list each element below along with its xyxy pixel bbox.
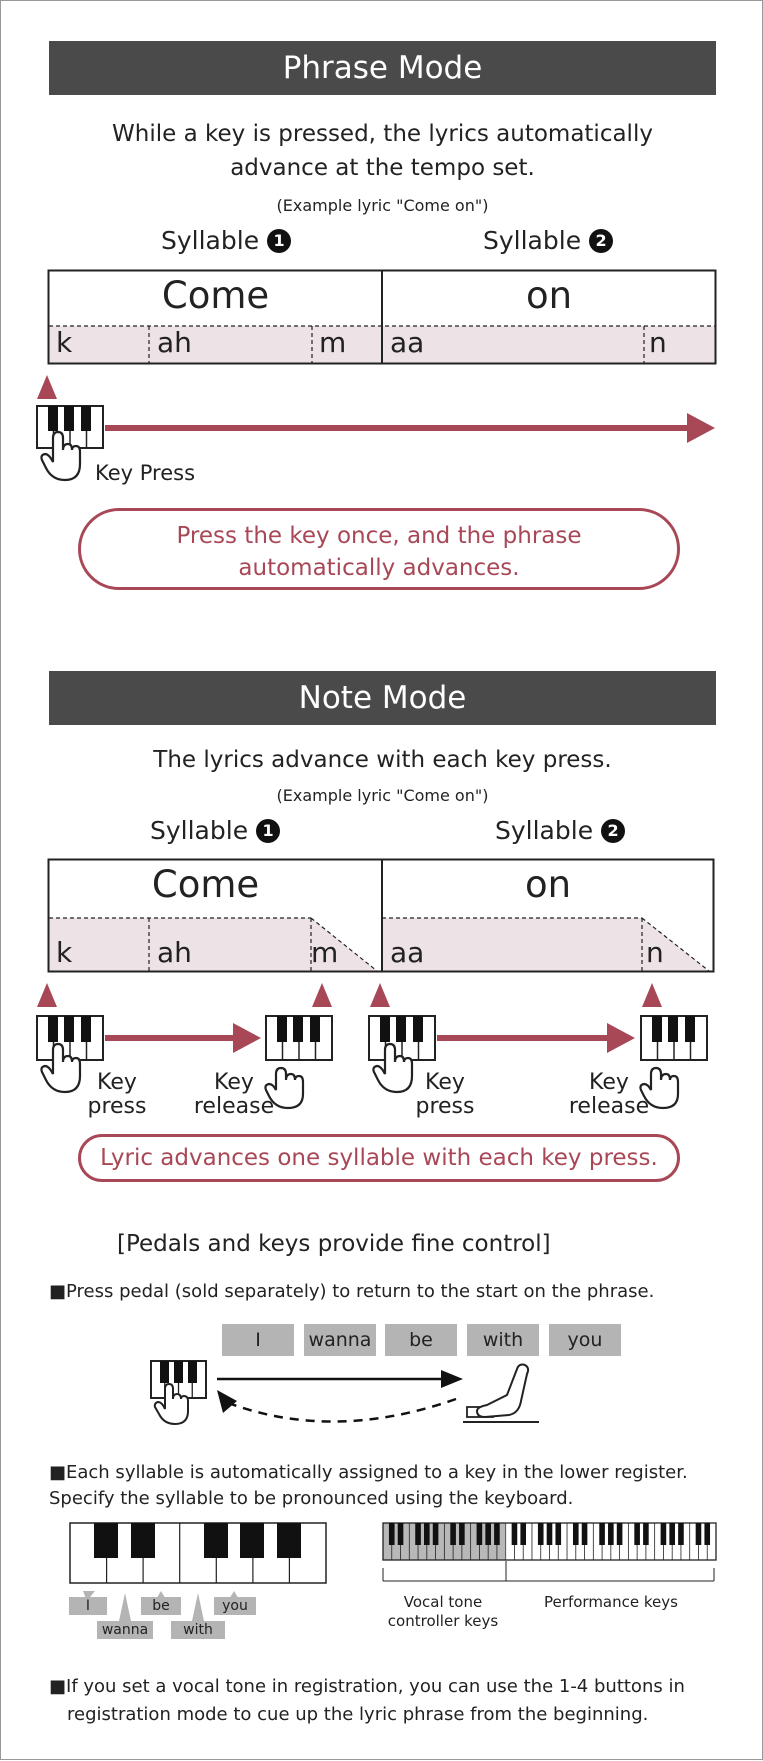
note-callout: Lyric advances one syllable with each key press. [78,1134,680,1182]
bullet-syllable-keys-line1: ■Each syllable is automatically assigned to a key in the lower register. [49,1462,688,1483]
phonemes-k: k [56,936,73,969]
phonemes-m: m [311,936,339,969]
control-heading: [Pedals and keys provide fine control] [117,1231,551,1257]
key-release-label-2: Key release [568,1070,650,1119]
syllable-label: Syllable [483,226,582,255]
phonemes-n: n [649,326,667,359]
tag-be: be [141,1597,181,1615]
word-box-i: I [222,1324,294,1356]
note-mode-title: Note Mode [49,671,716,725]
bullet-registration-line1: ■If you set a vocal tone in registration, you can use the 1-4 buttons in [49,1676,685,1697]
key-press-label: Key Press [95,461,196,485]
phonemes-n: n [646,936,664,969]
phrase-callout-line1: Press the key once, and the phrase [176,523,582,549]
word-box-with: with [467,1324,539,1356]
phrase-word-come: Come [161,274,270,317]
note-example: (Example lyric "Come on") [276,786,489,805]
key-press-label-1: Key press [87,1070,147,1119]
phrase-callout-line2: automatically advances. [238,555,520,581]
note-intro: The lyrics advance with each key press. [153,747,612,773]
phonemes-aa: aa [390,326,425,359]
bullet-syllable-keys-line2: Specify the syllable to be pronounced using the keyboard. [49,1488,574,1509]
note-word-on: on [524,863,572,906]
syllable-number-1: 1 [256,819,280,843]
word-box-be: be [385,1324,457,1356]
phrase-intro-line2: advance at the tempo set. [230,155,535,181]
phrase-word-on: on [525,274,573,317]
keyboard-diagrams [1,1,763,1761]
syllable-number-2: 2 [589,229,613,253]
phonemes-k: k [56,326,73,359]
word-box-you: you [549,1324,621,1356]
bullet-pedal: ■Press pedal (sold separately) to return to the start on the phrase. [49,1281,655,1302]
syllable-number-2: 2 [601,819,625,843]
phrase-example: (Example lyric "Come on") [276,196,489,215]
phonemes-ah: ah [157,936,192,969]
syllable-number-1: 1 [267,229,291,253]
lower-register-keyboard [70,1523,326,1621]
phonemes-ah: ah [157,326,192,359]
phrase-mode-title: Phrase Mode [49,41,716,95]
tag-you: you [214,1597,256,1615]
full-keyboard [383,1523,716,1581]
tag-with: with [171,1621,225,1639]
syllable-label: Syllable [161,226,260,255]
vocal-tone-controller-keys-label: Vocal tone controller keys [387,1593,499,1630]
phonemes-m: m [319,326,347,359]
tag-wanna: wanna [97,1621,153,1639]
word-box-wanna: wanna [304,1324,376,1356]
key-release-label-1: Key release [193,1070,275,1119]
phrase-intro-line1: While a key is pressed, the lyrics automatically [112,121,653,147]
syllable-label: Syllable [150,816,249,845]
tag-i: I [69,1597,107,1615]
phonemes-aa: aa [390,936,425,969]
note-word-come: Come [151,863,260,906]
bullet-registration-line2: registration mode to cue up the lyric phrase from the beginning. [67,1704,649,1725]
performance-keys-label: Performance keys [544,1593,678,1611]
syllable-label: Syllable [495,816,594,845]
key-press-label-2: Key press [415,1070,475,1119]
